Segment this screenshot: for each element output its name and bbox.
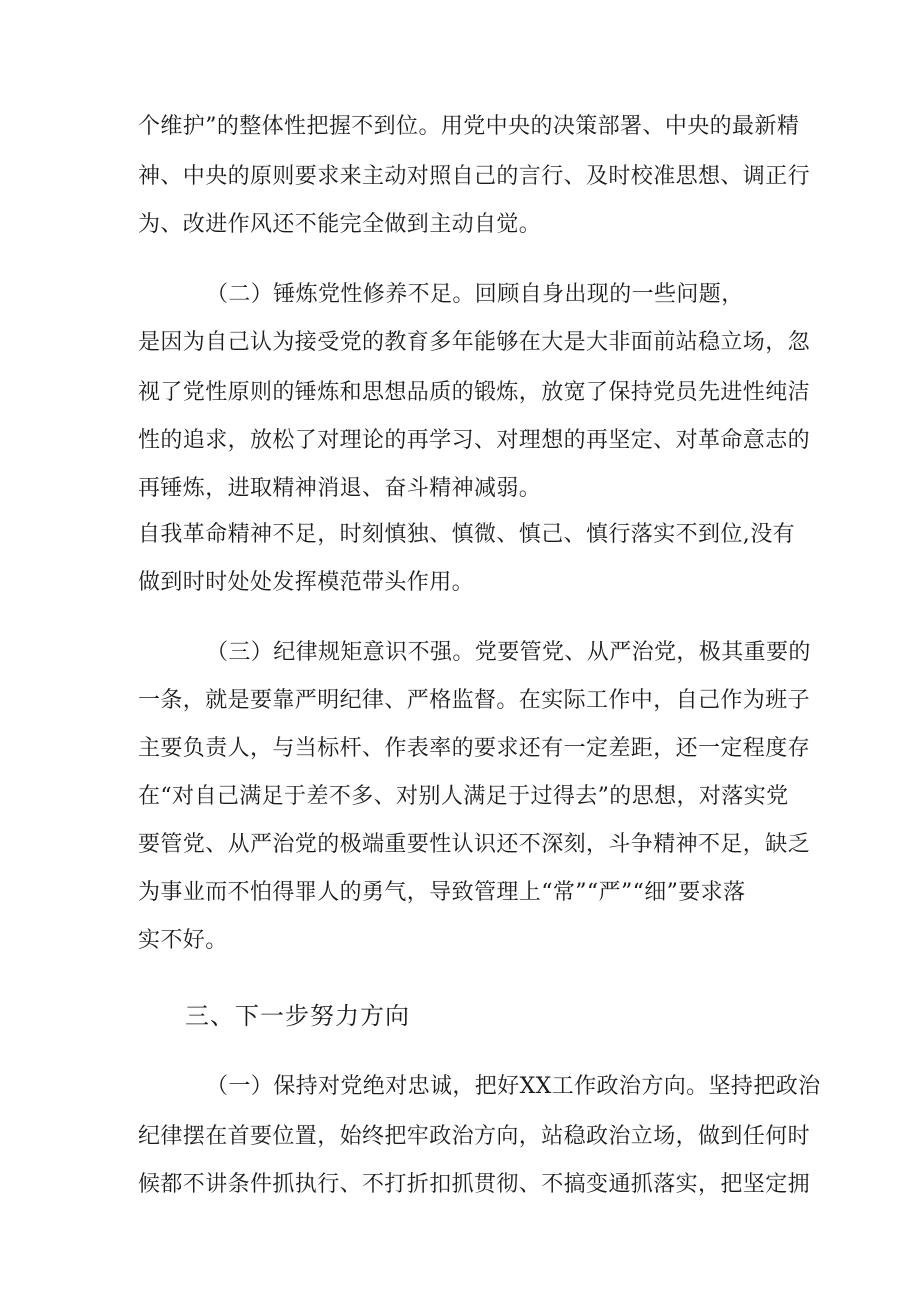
paragraph-line: 为、改进作风还不能完全做到主动自觉。 — [138, 212, 542, 237]
paragraph-line: （三）纪律规矩意识不强。党要管党、从严治党，极其重要的 — [206, 640, 811, 665]
paragraph-line: 纪律摆在首要位置，始终把牢政治方向，站稳政治立场，做到任何时 — [138, 1124, 811, 1149]
paragraph-line: 视了党性原则的锤炼和思想品质的锻炼，放宽了保持党员先进性纯洁 — [138, 380, 811, 405]
paragraph-line: 性的追求，放松了对理论的再学习、对理想的再坚定、对革命意志的 — [138, 428, 811, 453]
paragraph-line: （一）保持对党绝对忠诚，把好XX工作政治方向。坚持把政治 — [206, 1074, 821, 1099]
paragraph-line: 是因为自己认为接受党的教育多年能够在大是大非面前站稳立场，忽 — [138, 330, 811, 355]
paragraph-line: 主要负责人，与当标杆、作表率的要求还有一定差距，还一定程度存 — [138, 736, 811, 761]
paragraph-line: 候都不讲条件抓执行、不打折扣抓贯彻、不搞变通抓落实，把坚定拥 — [138, 1172, 811, 1197]
paragraph-line: 在“对自己满足于差不多、对别人满足于过得去”的思想，对落实党 — [138, 784, 789, 809]
paragraph-line: 个维护”的整体性把握不到位。用党中央的决策部署、中央的最新精 — [138, 114, 800, 139]
paragraph-line: 自我革命精神不足，时刻慎独、慎微、慎己、慎行落实不到位,没有 — [138, 522, 795, 547]
section-heading: 三、下一步努力方向 — [185, 1002, 410, 1030]
paragraph-line: 一条，就是要靠严明纪律、严格监督。在实际工作中，自己作为班子 — [138, 688, 811, 713]
paragraph-line: 为事业而不怕得罪人的勇气，导致管理上“常”“严”“细”要求落 — [138, 880, 746, 905]
paragraph-line: 神、中央的原则要求来主动对照自己的言行、及时校准思想、调正行 — [138, 164, 811, 189]
paragraph-line: 做到时时处处发挥模范带头作用。 — [138, 570, 475, 595]
paragraph-line: 实不好。 — [138, 928, 228, 953]
paragraph-line: 再锤炼，进取精神消退、奋斗精神减弱。 — [138, 476, 542, 501]
paragraph-line: （二）锤炼党性修养不足。回顾自身出现的一些问题， — [206, 282, 744, 307]
paragraph-line: 要管党、从严治党的极端重要性认识还不深刻，斗争精神不足，缺乏 — [138, 832, 811, 857]
